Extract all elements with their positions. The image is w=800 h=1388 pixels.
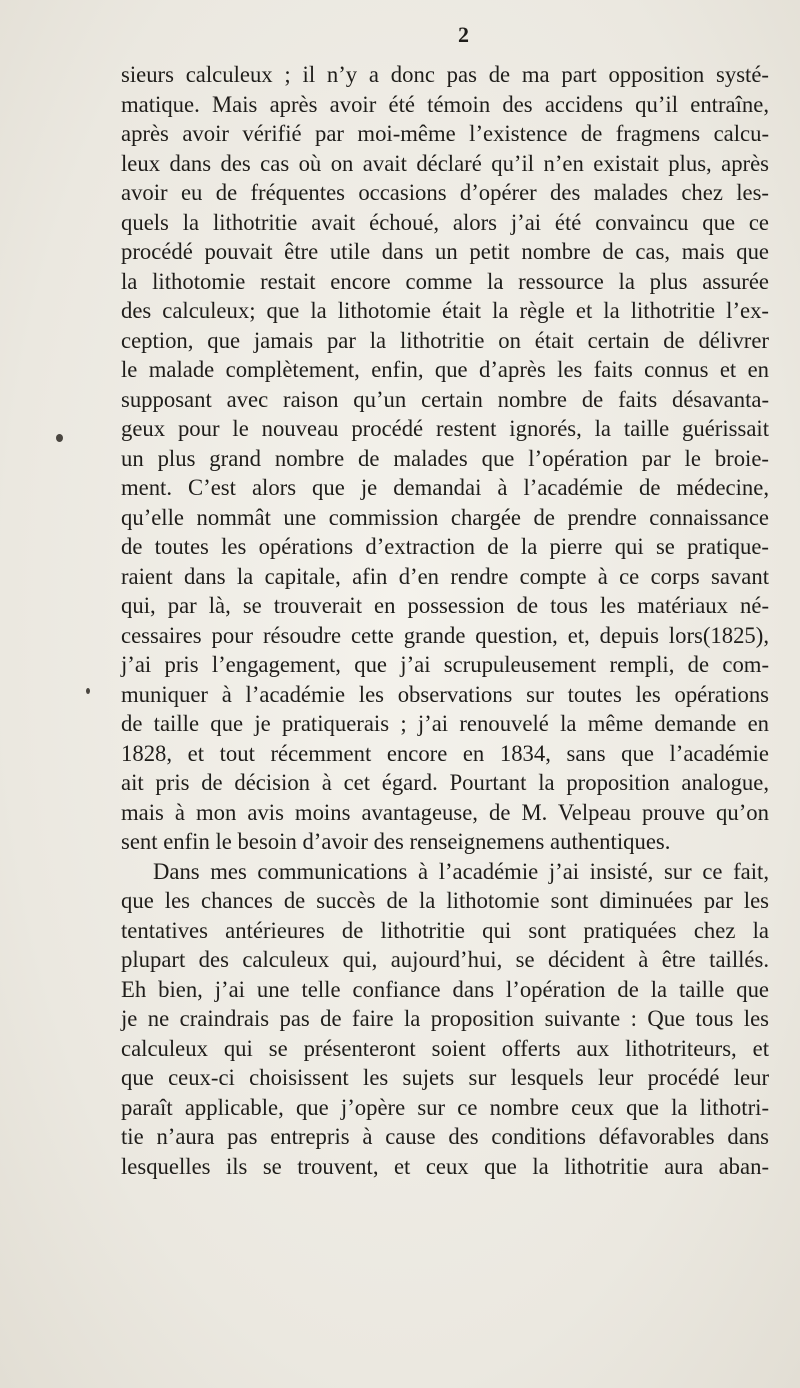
text-line: procédé pouvait être utile dans un petit nombre de cas, mais que [121, 239, 769, 264]
text-line: de taille que je pratiquerais ; j’ai renouvelé la même demande en [121, 711, 769, 736]
text-line: paraît applicable, que j’opère sur ce nombre ceux que la lithotri- [121, 1094, 769, 1120]
text-line: la lithotomie restait encore comme la ressource la plus assurée [121, 268, 769, 294]
text-line: lesquelles ils se trouvent, et ceux que la lithotritie aura aban- [121, 1153, 769, 1179]
text-line: avoir eu de fréquentes occasions d’opérer des malades chez les- [121, 180, 769, 205]
text-line: matique. Mais après avoir été témoin des accidens qu’il entraîne, [121, 91, 769, 117]
text-line: tentatives antérieures de lithotritie qui sont pratiquées chez la [121, 917, 769, 943]
ink-speck [86, 688, 90, 694]
text-line: calculeux qui se présenteront soient offerts aux lithotriteurs, et [121, 1035, 769, 1061]
text-line: Eh bien, j’ai une telle confiance dans l’opération de la taille que [121, 976, 769, 1002]
text-line: de toutes les opérations d’extraction de la pierre qui se pratique- [121, 534, 769, 559]
text-line: que ceux-ci choisissent les sujets sur lesquels leur procédé leur [121, 1065, 769, 1090]
text-line: Dans mes communications à l’académie j’ai insisté, sur ce fait, [153, 858, 769, 884]
text-line: 1828, et tout récemment encore en 1834, sans que l’académie [121, 740, 769, 766]
body-text [121, 60, 769, 1181]
text-line: tie n’aura pas entrepris à cause des conditions défavorables dans [121, 1124, 769, 1149]
text-line: j’ai pris l’engagement, que j’ai scrupuleusement rempli, de com- [121, 652, 769, 677]
text-line: ait pris de décision à cet égard. Pourtant la proposition analogue, [121, 770, 769, 795]
text-line: des calculeux; que la lithotomie était la règle et la lithotritie l’ex- [121, 298, 769, 323]
text-line: mais à mon avis moins avantageuse, de M. Velpeau prouve qu’on [121, 799, 769, 825]
text-line: qui, par là, se trouverait en possession de tous les matériaux né- [121, 593, 769, 618]
ink-speck [56, 434, 63, 442]
text-line: plupart des calculeux qui, aujourd’hui, se décident à être taillés. [121, 947, 769, 972]
text-line: geux pour le nouveau procédé restent ignorés, la taille guérissait [121, 416, 769, 441]
text-line: sent enfin le besoin d’avoir des renseignemens authentiques. [121, 829, 671, 854]
text-line: le malade complètement, enfin, que d’après les faits connus et en [121, 357, 769, 382]
page-number: 2 [458, 22, 469, 47]
text-line: raient dans la capitale, afin d’en rendre compte à ce corps savant [121, 563, 769, 589]
text-line: après avoir vérifié par moi-même l’existence de fragmens calcu- [121, 121, 769, 146]
text-line: qu’elle nommât une commission chargée de prendre connaissance [121, 504, 769, 530]
text-line: ception, que jamais par la lithotritie on était certain de délivrer [121, 327, 769, 353]
text-line: quels la lithotritie avait échoué, alors j’ai été convaincu que ce [121, 209, 769, 235]
text-line: leux dans des cas où on avait déclaré qu’il n’en existait plus, après [121, 150, 769, 176]
text-line: ment. C’est alors que je demandai à l’académie de médecine, [121, 475, 769, 500]
text-line: cessaires pour résoudre cette grande question, et, depuis lors(1825), [121, 622, 769, 648]
text-line: muniquer à l’académie les observations sur toutes les opérations [121, 681, 769, 707]
text-line: un plus grand nombre de malades que l’opération par le broie- [121, 445, 769, 471]
text-line: je ne craindrais pas de faire la proposition suivante : Que tous les [121, 1006, 769, 1031]
text-line: sieurs calculeux ; il n’y a donc pas de ma part opposition systé- [121, 62, 769, 87]
text-line: supposant avec raison qu’un certain nombre de faits désavanta- [121, 386, 769, 412]
text-line: que les chances de succès de la lithotomie sont diminuées par les [121, 888, 769, 913]
